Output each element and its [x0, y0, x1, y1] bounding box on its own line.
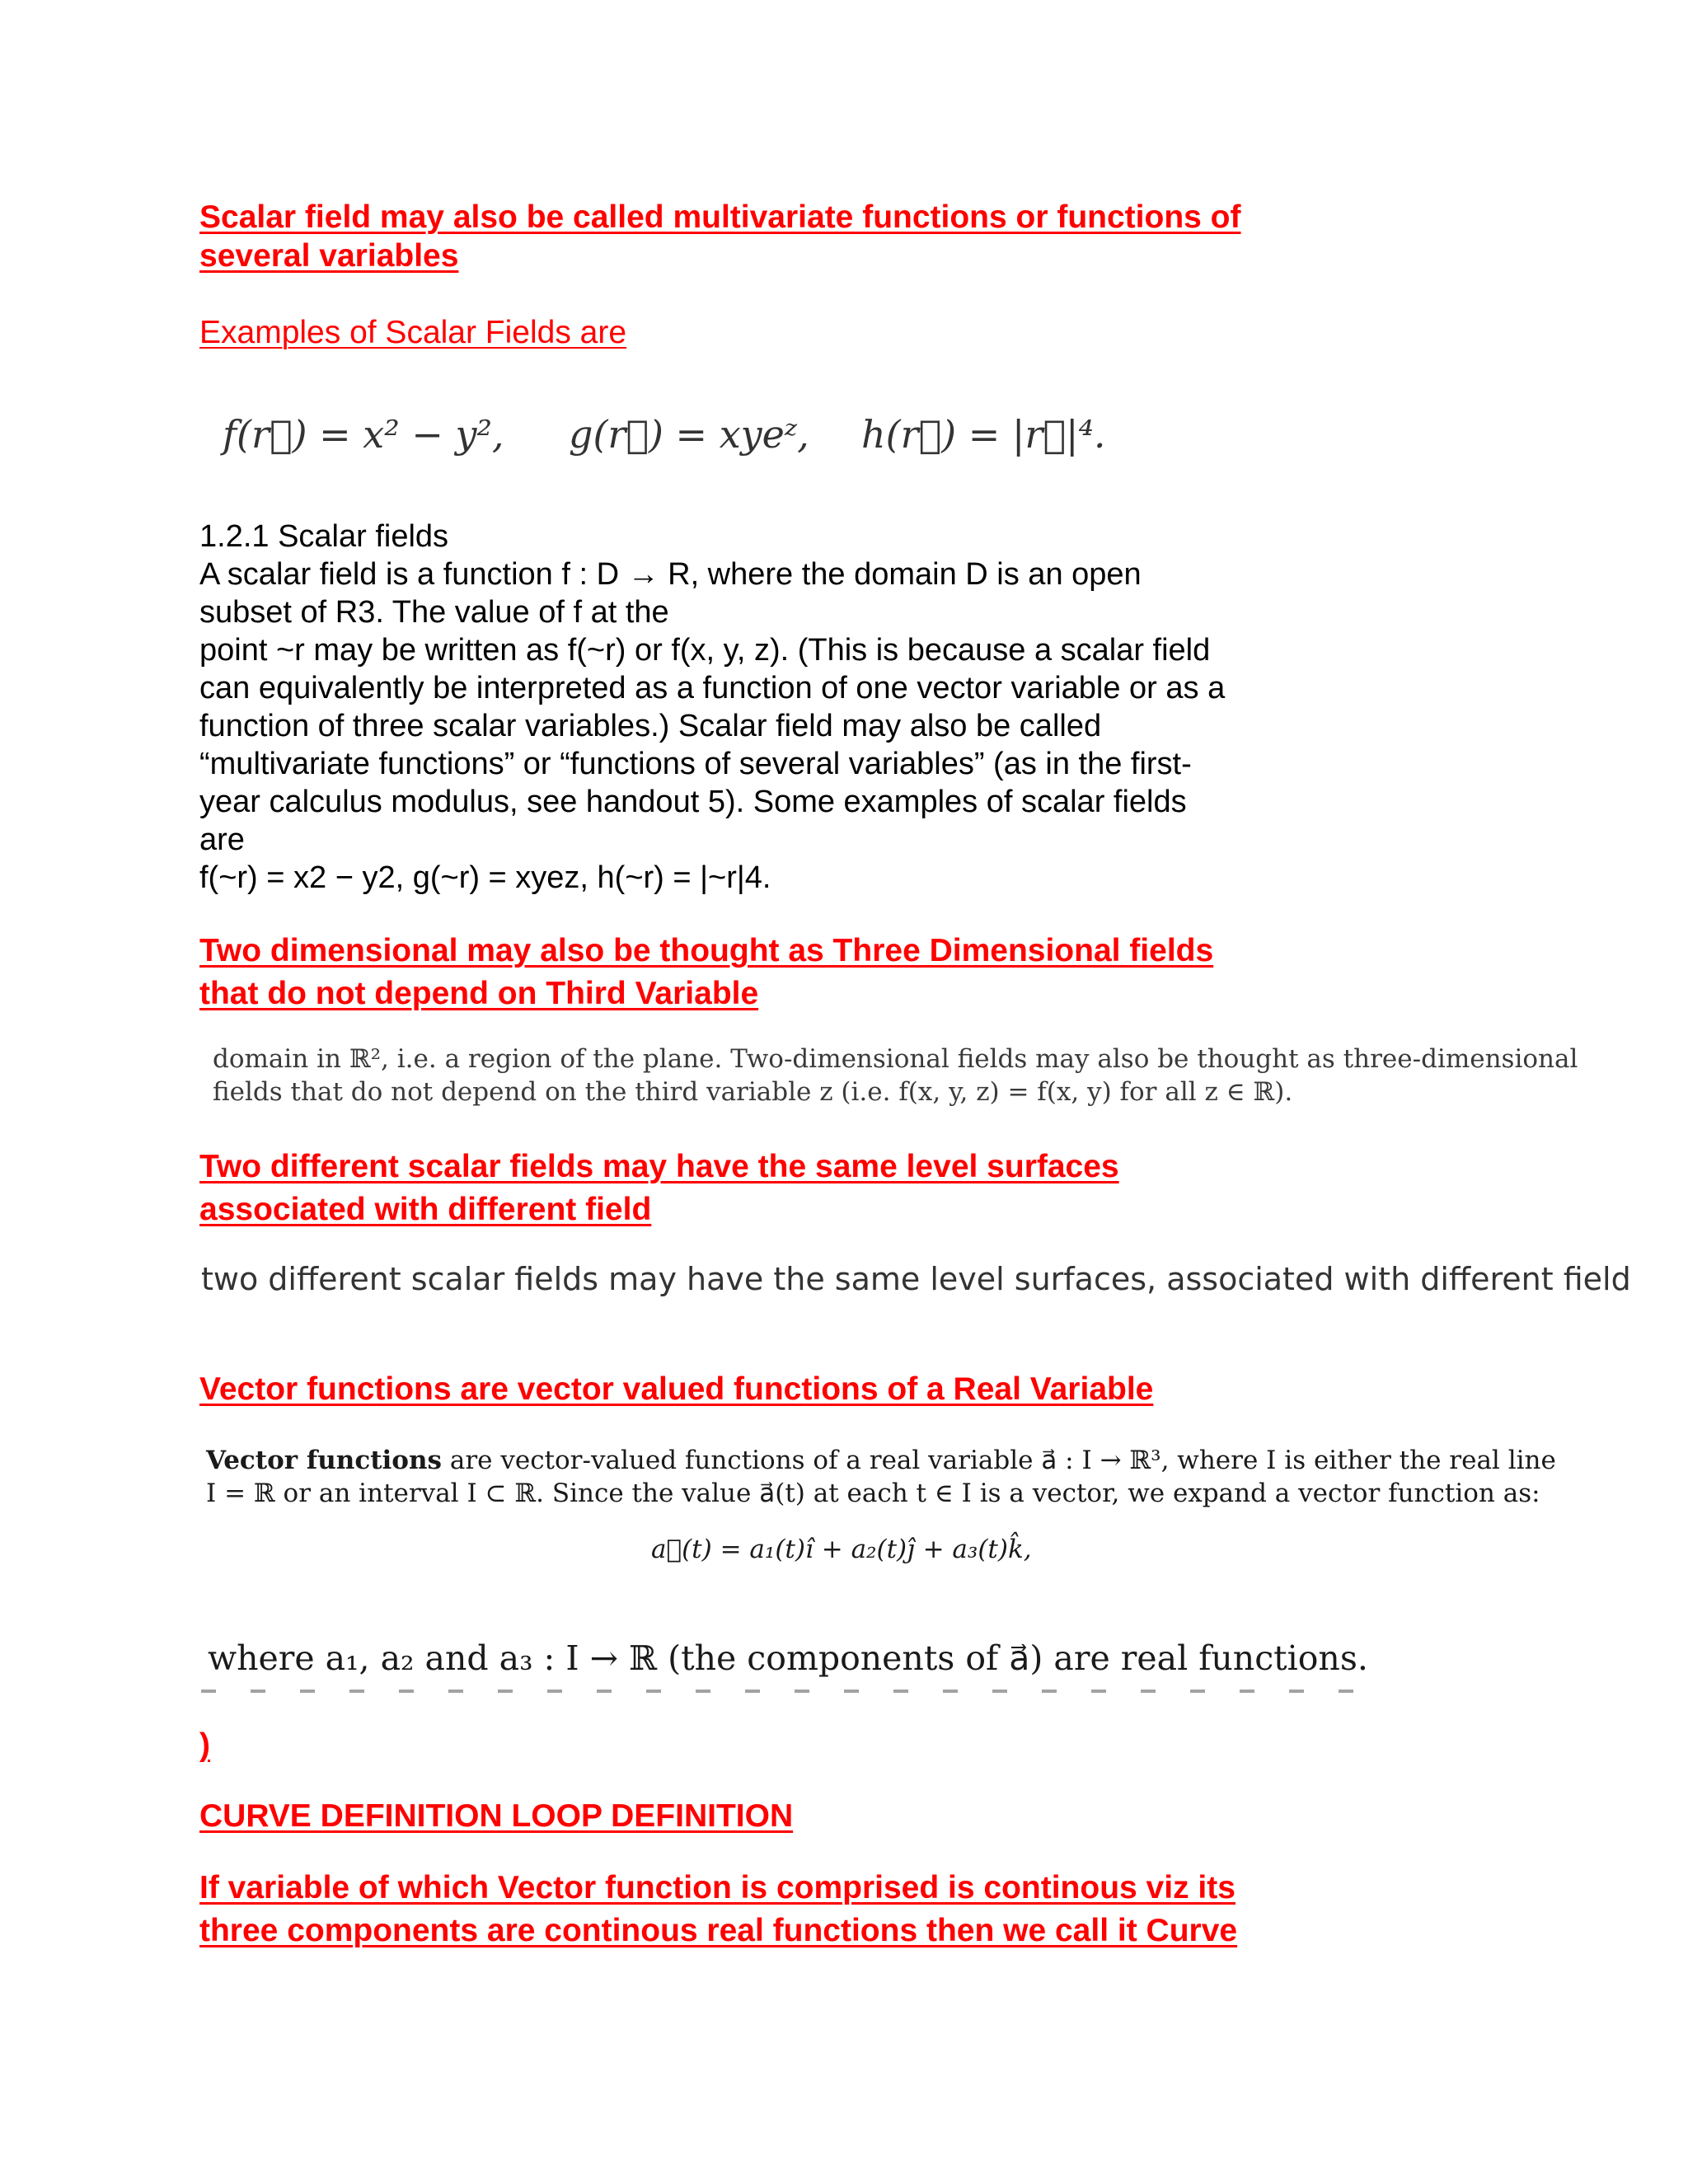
formula-g: g(r⃗) = xyeᶻ, [569, 412, 809, 457]
heading-scalar-alias-line2: several variables [199, 238, 459, 274]
excerpt-vector-line1 [206, 1444, 1556, 1477]
vector-equation: a⃗(t) = a₁(t)î + a₂(t)ĵ + a₃(t)k̂, [651, 1535, 1032, 1564]
section-line: are [199, 823, 245, 857]
heading-curve-loop: CURVE DEFINITION LOOP DEFINITION [199, 1798, 794, 1834]
excerpt-domain-line2: fields that do not depend on the third variable z (i.e. f(x, y, z) = f(x, y) for all z ∈ ℝ). [213, 1077, 1293, 1107]
section-line: A scalar field is a function f : D → R, where the domain D is an open [199, 557, 1142, 592]
excerpt-components: where a₁, a₂ and a₃ : I → ℝ (the components of a⃗) are real functions. [208, 1638, 1368, 1678]
excerpt-vector-line1-rest: are vector-valued functions of a real variable a⃗ : I → ℝ³, where I is either the real line [441, 1446, 1556, 1475]
heading-two-dim-line1: Two dimensional may also be thought as Three Dimensional fields [199, 933, 1214, 968]
section-title: 1.2.1 Scalar fields [199, 519, 449, 554]
section-line: year calculus modulus, see handout 5). Some examples of scalar fields [199, 785, 1187, 819]
vector-functions-bold-lead: Vector functions [206, 1446, 442, 1475]
section-line: f(~r) = x2 − y2, g(~r) = xyez, h(~r) = |~r|4. [199, 860, 771, 895]
section-line: function of three scalar variables.) Scalar field may also be called [199, 709, 1102, 743]
heading-level-surfaces-line1: Two different scalar fields may have the same level surfaces [199, 1149, 1119, 1184]
examples-heading: Examples of Scalar Fields are [199, 315, 627, 350]
heading-curve-def-line2: three components are continous real functions then we call it Curve [199, 1913, 1238, 1948]
excerpt-vector-line2: I = ℝ or an interval I ⊂ ℝ. Since the value a⃗(t) at each t ∈ I is a vector, we expand a vector function as: [206, 1479, 1540, 1508]
excerpt-level-surfaces: two different scalar fields may have the same level surfaces, associated with different field [201, 1261, 1631, 1297]
stray-paren: ) [199, 1727, 210, 1763]
heading-level-surfaces-line2: associated with different field [199, 1192, 652, 1227]
formula-f: f(r⃗) = x² − y², [223, 412, 504, 457]
section-line: can equivalently be interpreted as a function of one vector variable or as a [199, 671, 1226, 705]
heading-scalar-alias-line1: Scalar field may also be called multivariate functions or functions of [199, 199, 1241, 235]
excerpt-domain-line1: domain in ℝ², i.e. a region of the plane. Two-dimensional fields may also be thought as three-dimensional [213, 1044, 1578, 1074]
heading-two-dim-line2: that do not depend on Third Variable [199, 976, 759, 1011]
section-line: “multivariate functions” or “functions of several variables” (as in the first- [199, 747, 1192, 781]
section-line: subset of R3. The value of f at the [199, 595, 669, 630]
section-line: point ~r may be written as f(~r) or f(x, y, z). (This is because a scalar field [199, 633, 1211, 668]
formula-h: h(r⃗) = |r⃗|⁴. [861, 412, 1106, 457]
cropped-text-remnant [201, 1690, 1388, 1693]
heading-vector-functions: Vector functions are vector valued functions of a Real Variable [199, 1371, 1154, 1407]
heading-curve-def-line1: If variable of which Vector function is comprised is continous viz its [199, 1870, 1236, 1905]
